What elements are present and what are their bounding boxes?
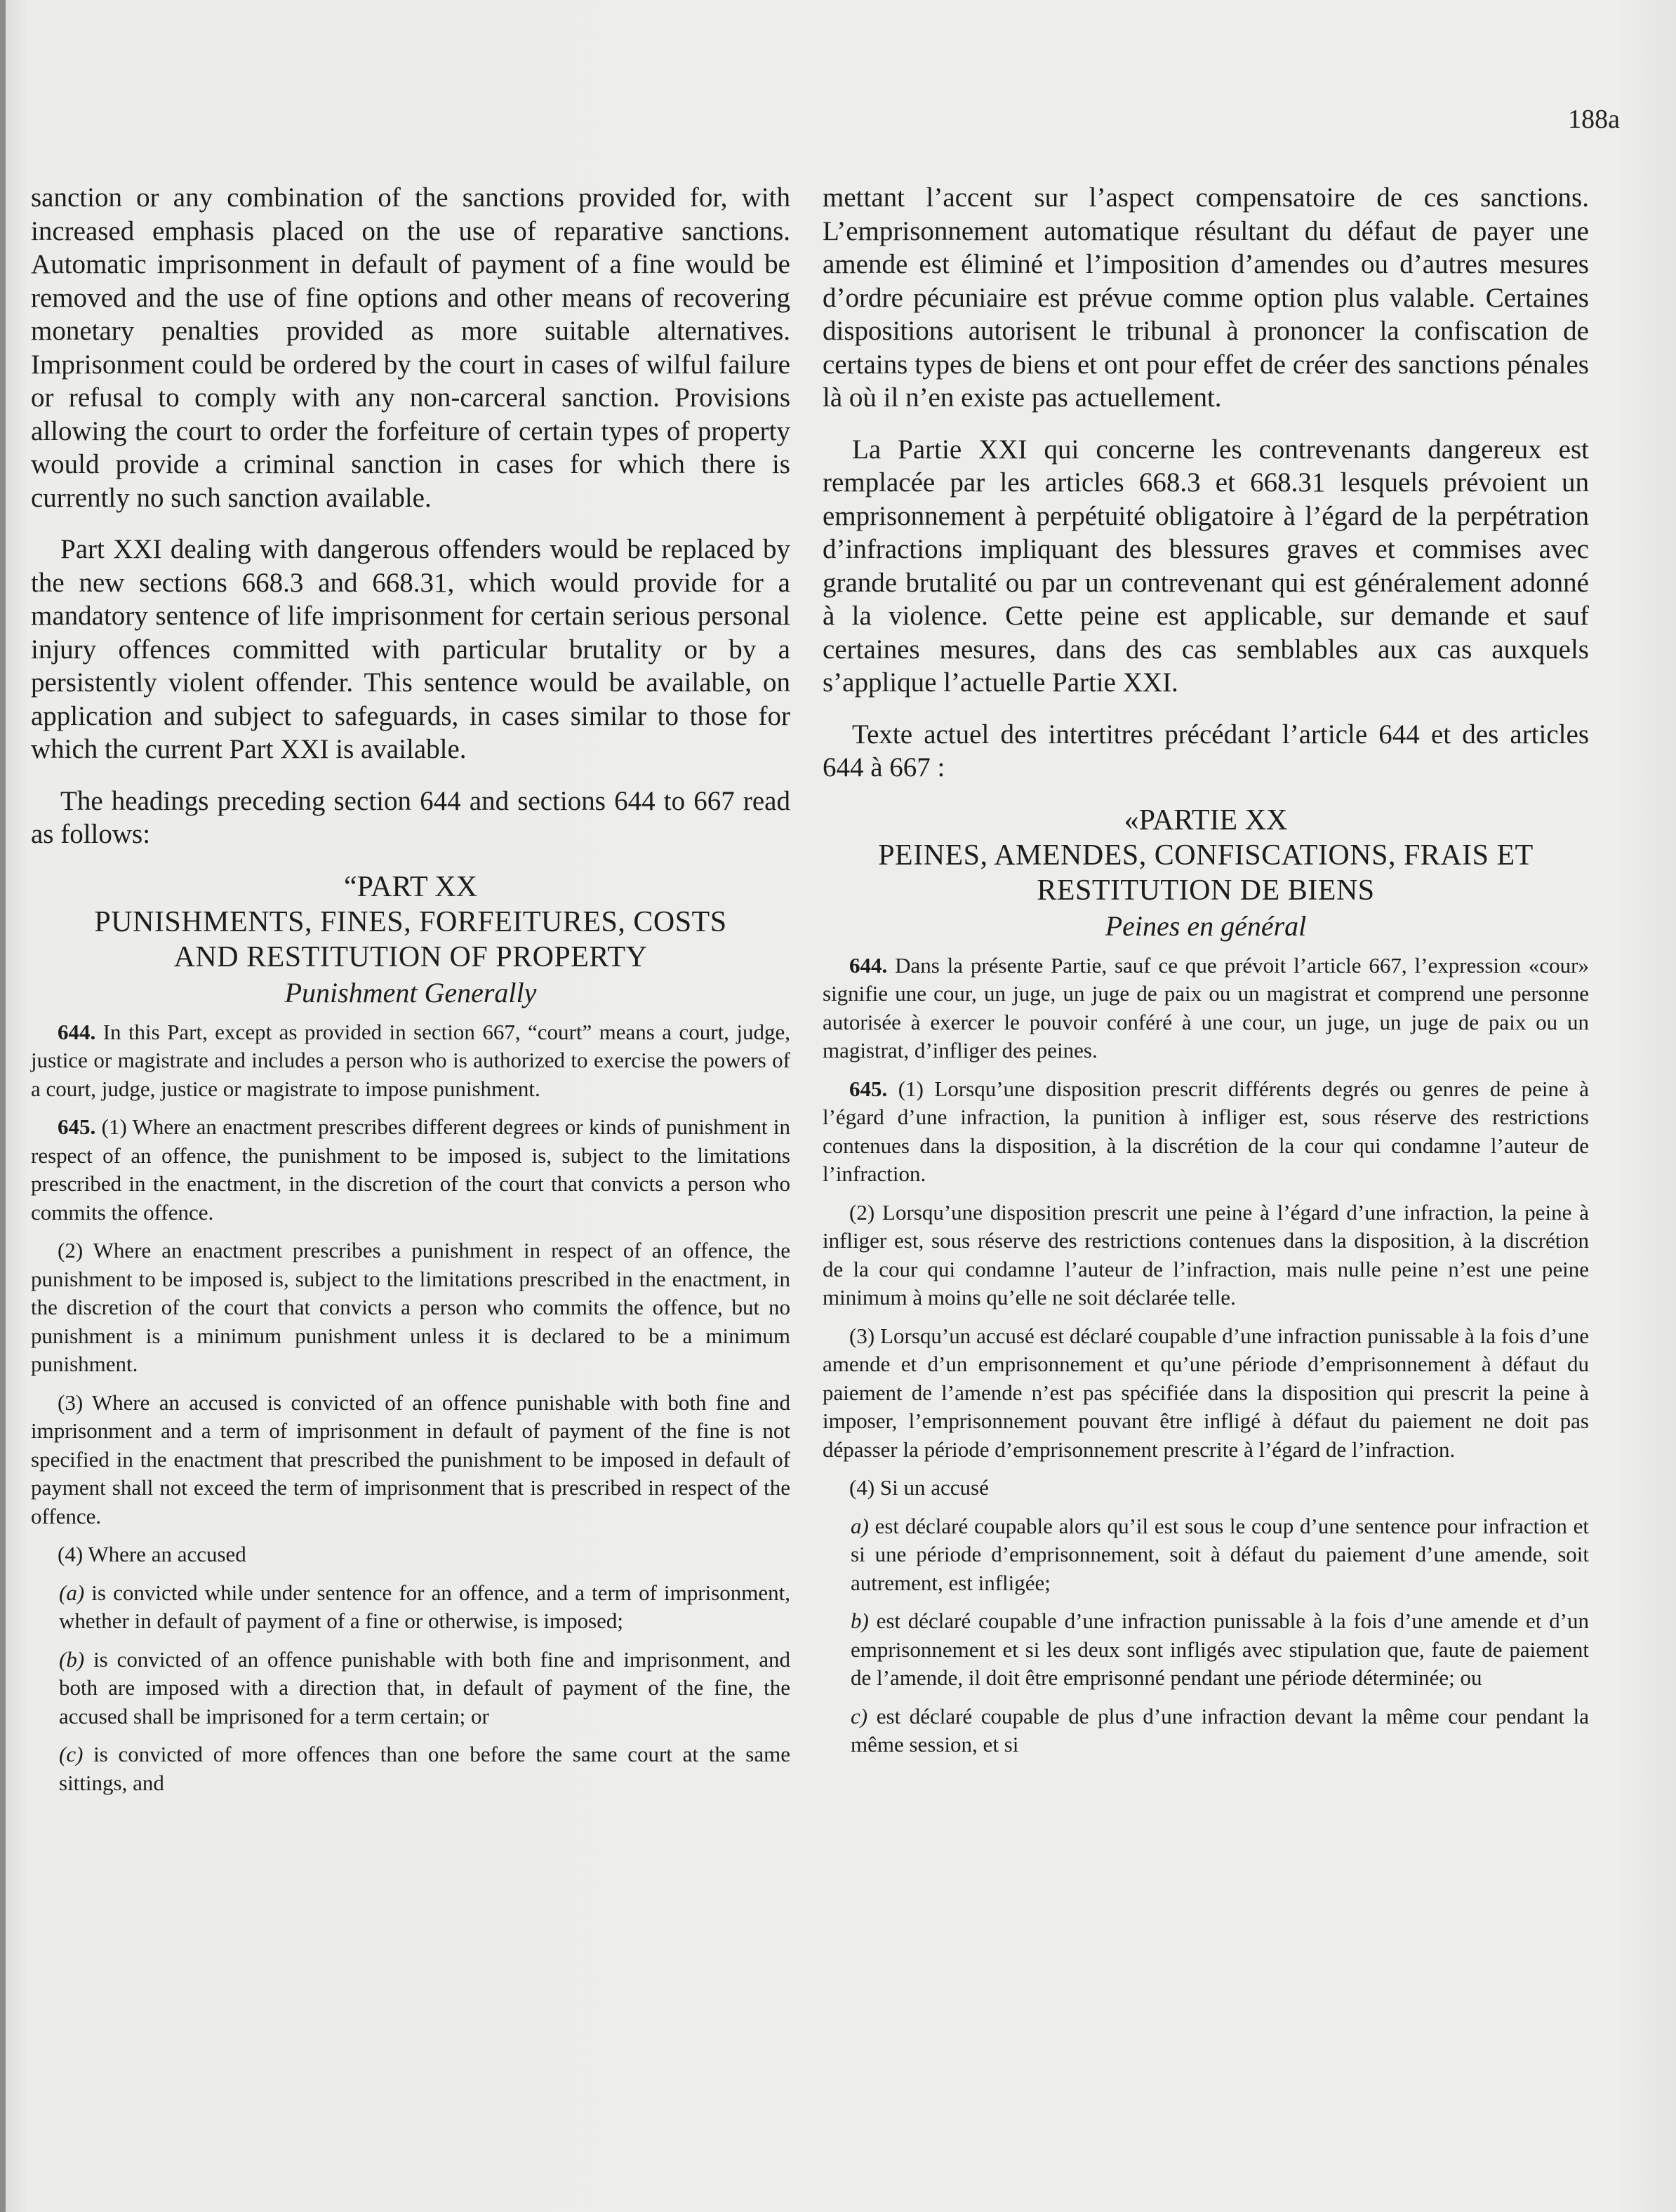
section-645-2: (2) Where an enactment prescribes a punishment in respect of an offence, the punishment to be imposed is, subject to the limitations prescribed in the enactment, in the discretion of the court that convicts a person who commits the offence, but no punishment is a minimum punishment unless it is declared to be a minimum punishment. xyxy=(31,1238,790,1376)
paragraph: sanction or any combination of the sanctions provided for, with increased emphasis placed on the use of reparative sanctions. Automatic imprisonment in default of payment of a fine would be removed and the use of fine options and other means of recovering monetary penalties provided as more suitable alternatives. Imprisonment could be ordered by the court in cases of wilful failure or refusal to comply with any non-carceral sanction. Provisions allowing the court to order the forfeiture of certain types of property would provide a criminal sanction in cases for which there is currently no such sanction available. xyxy=(31,182,790,513)
item-text: est déclaré coupable d’une infraction punissable à la fois d’une amende et d’un emprisonnement et si les deux sont infligés avec stipulation que, faute de paiement de l’amende, il doit être emprisonné pendant une période déterminée; ou xyxy=(851,1608,1589,1690)
section-number: 645. xyxy=(849,1076,888,1101)
section-645-3: (3) Where an accused is convicted of an offence punishable with both fine and imprisonment and a term of imprisonment in default of payment of the fine is not specified in the enactment that prescribed the punishment to be imposed in default of payment shall not exceed the term of imprisonment that is prescribed in respect of the offence. xyxy=(31,1390,790,1528)
list-item xyxy=(823,1703,1589,1759)
list-item xyxy=(31,1740,790,1797)
section-644 xyxy=(31,1018,790,1104)
section-645-1 xyxy=(823,1075,1589,1189)
item-text: est déclaré coupable alors qu’il est sous le coup d’une sentence pour infraction et si une période d’emprisonnement, soit à défaut du paiement d’une amende, soit autrement, est infligée; xyxy=(851,1513,1589,1595)
item-label: (c) xyxy=(59,1742,84,1766)
section-heading: Punishment Generally xyxy=(284,976,537,1008)
item-text: is convicted of an offence punishable with both fine and imprisonment, and both are imposed with a direction that, in default of payment of the fine, the accused shall be imprisoned for a term certain; or xyxy=(59,1646,790,1728)
part-subtitle: PUNISHMENTS, FINES, FORFEITURES, COSTS xyxy=(94,905,727,938)
item-text: is convicted while under sentence for an offence, and a term of imprisonment, whether in default of payment of a fine or otherwise, is imposed; xyxy=(59,1580,790,1633)
part-subtitle: AND RESTITUTION OF PROPERTY xyxy=(173,940,648,973)
paragraph: mettant l’accent sur l’aspect compensatoire de ces sanctions. L’emprisonnement automatique résultant du défaut de payer une amende est éliminé et l’imposition d’amendes ou d’autres mesures d’ordre pécuniaire est prévue comme option plus valable. Certaines dispositions autorisent le tribunal à prononcer la confiscation de certains types de biens et ont pour effet de créer des sanctions pénales là où il n’en existe pas actuellement. xyxy=(823,182,1589,413)
section-644 xyxy=(823,952,1589,1065)
item-text: is convicted of more offences than one before the same court at the same sittings, and xyxy=(59,1742,790,1795)
french-column xyxy=(823,181,1589,1769)
section-text: (1) Where an enactment prescribes different degrees or kinds of punishment in respect of an offence, the punishment to be imposed is, subject to the limitations prescribed in the enactment, in the discretion of the court that convicts a person who commits the offence. xyxy=(31,1114,790,1225)
section-number: 644. xyxy=(849,952,888,978)
part-subtitle: PEINES, AMENDES, CONFISCATIONS, FRAIS ET xyxy=(878,839,1534,872)
paragraph: La Partie XXI qui concerne les contrevenants dangereux est remplacée par les articles 668.3 et 668.31 lesquels prévoient un emprisonnement à perpétuité obligatoire à l’égard de la perpétration d’infractions impliquant des blessures graves et commises avec grande brutalité ou par un contrevenant qui est généralement adonné à la violence. Cette peine est applicable, sur demande et sauf certaines mesures, dans des cas semblables aux cas auxquels s’applique l’actuelle Partie XXI. xyxy=(823,434,1589,698)
statute-text xyxy=(823,952,1589,1759)
section-text: (1) Lorsqu’une disposition prescrit différents degrés ou genres de peine à l’égard d’une infraction, la punition à infliger est, sous réserve des restrictions contenues dans la disposition, à la discrétion de la cour qui condamne l’auteur de l’infraction. xyxy=(823,1076,1589,1186)
section-645-4: (4) Where an accused xyxy=(58,1542,246,1566)
english-lead-text xyxy=(31,181,790,851)
statute-text xyxy=(31,1018,790,1798)
item-label: a) xyxy=(851,1513,869,1538)
paragraph: Texte actuel des intertitres précédant l’article 644 et des articles 644 à 667 : xyxy=(823,719,1589,782)
section-number: 644. xyxy=(58,1019,96,1044)
binding-edge xyxy=(0,0,6,2212)
section-645-3: (3) Lorsqu’un accusé est déclaré coupable d’une infraction punissable à la fois d’une amende et d’un emprisonnement et qu’une période d’emprisonnement à défaut du paiement de l’amende n’est pas spécifiée dans la disposition qui prescrit la peine à imposer, l’emprisonnement pouvant être infligé à défaut du paiement ne doit pas dépasser la période d’emprisonnement prescrite à l’égard de l’infraction. xyxy=(823,1323,1589,1462)
english-column xyxy=(31,181,790,1807)
item-label: (a) xyxy=(59,1580,85,1605)
section-645-1 xyxy=(31,1113,790,1227)
item-label: (b) xyxy=(59,1646,85,1672)
part-title: “PART XX xyxy=(343,870,478,903)
list-item xyxy=(823,1512,1589,1598)
item-label: c) xyxy=(851,1703,868,1728)
paragraph: Part XXI dealing with dangerous offenders would be replaced by the new sections 668.3 and 668.31, which would provide for a mandatory sentence of life imprisonment for certain serious personal injury offences committed with particular brutality or by a persistently violent offender. This sentence would be available, on application and subject to safeguards, in cases similar to those for which the current Part XXI is available. xyxy=(31,534,790,764)
section-text: In this Part, except as provided in section 667, “court” means a court, judge, justice or magistrate and includes a person who is authorized to exercise the powers of a court, judge, justice or magistrate to impose punishment. xyxy=(31,1019,790,1101)
section-645-4: (4) Si un accusé xyxy=(849,1475,989,1500)
section-heading: Peines en général xyxy=(1105,910,1307,942)
section-645-2: (2) Lorsqu’une disposition prescrit une peine à l’égard d’une infraction, la peine à infliger est, sous réserve des restrictions contenues dans la disposition, à la discrétion de la cour qui condamne l’auteur de l’infraction, mais nulle peine n’est une peine minimum à moins qu’elle ne soit déclarée telle. xyxy=(823,1199,1589,1310)
item-text: est déclaré coupable de plus d’une infraction devant la même cour pendant la même session, et si xyxy=(851,1703,1589,1757)
section-text: Dans la présente Partie, sauf ce que prévoit l’article 667, l’expression «cour» signifie une cour, un juge, un juge de paix ou un magistrat et comprend une personne autorisée à exercer le pouvoir conféré à une cour, un juge, un juge de paix ou un magistrat, d’infliger des peines. xyxy=(823,952,1589,1062)
page-number: 188a xyxy=(1568,105,1620,134)
french-lead-text xyxy=(823,181,1589,785)
part-subtitle: RESTITUTION DE BIENS xyxy=(1037,874,1375,907)
part-title: «PARTIE XX xyxy=(1124,804,1288,837)
list-item xyxy=(823,1607,1589,1693)
section-number: 645. xyxy=(58,1114,96,1139)
item-label: b) xyxy=(851,1608,869,1633)
paragraph: The headings preceding section 644 and sections 644 to 667 read as follows: xyxy=(31,785,790,849)
list-item xyxy=(31,1646,790,1731)
list-item xyxy=(31,1579,790,1636)
